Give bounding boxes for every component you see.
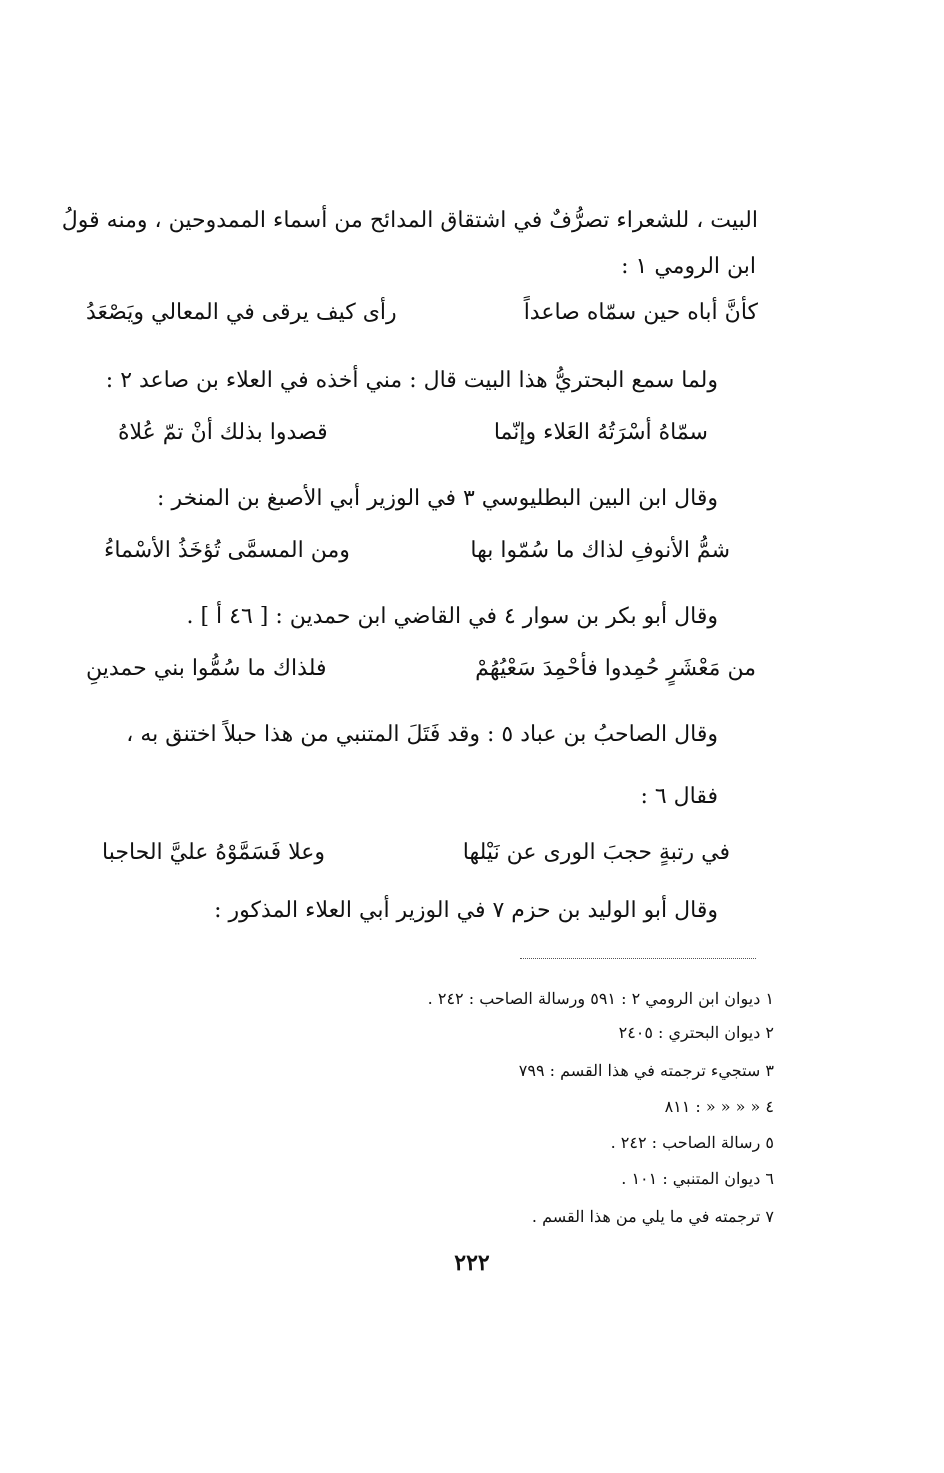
verse-second-hemistich: ومن المسمَّى تُؤخَذُ الأسْماءُ (104, 538, 350, 563)
verse-first-hemistich: من مَعْشَرٍ حُمِدوا فأحْمِدَ سَعْيُهُمْ (475, 656, 756, 681)
prose-line: ابن الرومي ١ : (621, 254, 756, 279)
verse-second-hemistich: وعلا فَسَمَّوْهُ عليَّ الحاجبا (102, 840, 326, 865)
footnote: ٦ ديوان المتنبي : ١٠١ . (621, 1169, 774, 1188)
verse-second-hemistich: فلذاك ما سُمُّوا بني حمدينِ (86, 656, 327, 681)
footnote: ٤ « « « « : ٨١١ (664, 1097, 774, 1116)
verse-first-hemistich: شمُّ الأنوفِ لذاك ما سُمّوا بها (470, 538, 730, 563)
page-number: ٢٢٢ (454, 1250, 490, 1276)
footnote: ٥ رسالة الصاحب : ٢٤٢ . (610, 1133, 774, 1152)
verse-first-hemistich: كأنَّ أباه حين سمّاه صاعداً (523, 300, 758, 325)
prose-line: البيت ، للشعراء تصرُّفٌ في اشتقاق المدائح من أسماء الممدوحين ، ومنه قولُ (61, 208, 758, 233)
prose-line: وقال أبو الوليد بن حزم ٧ في الوزير أبي العلاء المذكور : (214, 898, 718, 923)
prose-line: وقال أبو بكر بن سوار ٤ في القاضي ابن حمدين : [ ٤٦ أ ] . (186, 604, 718, 629)
footnote: ١ ديوان ابن الرومي ٢ : ٥٩١ ورسالة الصاحب : ٢٤٢ . (427, 989, 774, 1008)
footnote: ٧ ترجمته في ما يلي من هذا القسم . (531, 1207, 774, 1226)
verse-second-hemistich: رأى كيف يرقى في المعالي ويَصْعَدُ (86, 300, 397, 325)
prose-line: وقال الصاحبُ بن عباد ٥ : وقد فَتَلَ المتنبي من هذا حبلاً اختنق به ، (126, 722, 718, 747)
verse-second-hemistich: قصدوا بذلك أنْ تمّ عُلاهُ (118, 420, 328, 445)
footnote: ٢ ديوان البحتري : ٢٤٠٥ (618, 1023, 774, 1042)
prose-line: وقال ابن البين البطليوسي ٣ في الوزير أبي الأصبغ بن المنخر : (157, 486, 718, 511)
prose-line: ولما سمع البحتريُّ هذا البيت قال : مني أخذه في العلاء بن صاعد ٢ : (105, 368, 718, 393)
verse-first-hemistich: في رتبةٍ حجبَ الورى عن نَيْلها (462, 840, 730, 865)
prose-line: فقال ٦ : (640, 784, 718, 809)
footnote-separator (520, 958, 756, 959)
verse-first-hemistich: سمّاهُ أسْرَتُهُ العَلاء وإنّما (493, 420, 708, 445)
footnote: ٣ ستجيء ترجمته في هذا القسم : ٧٩٩ (518, 1061, 774, 1080)
